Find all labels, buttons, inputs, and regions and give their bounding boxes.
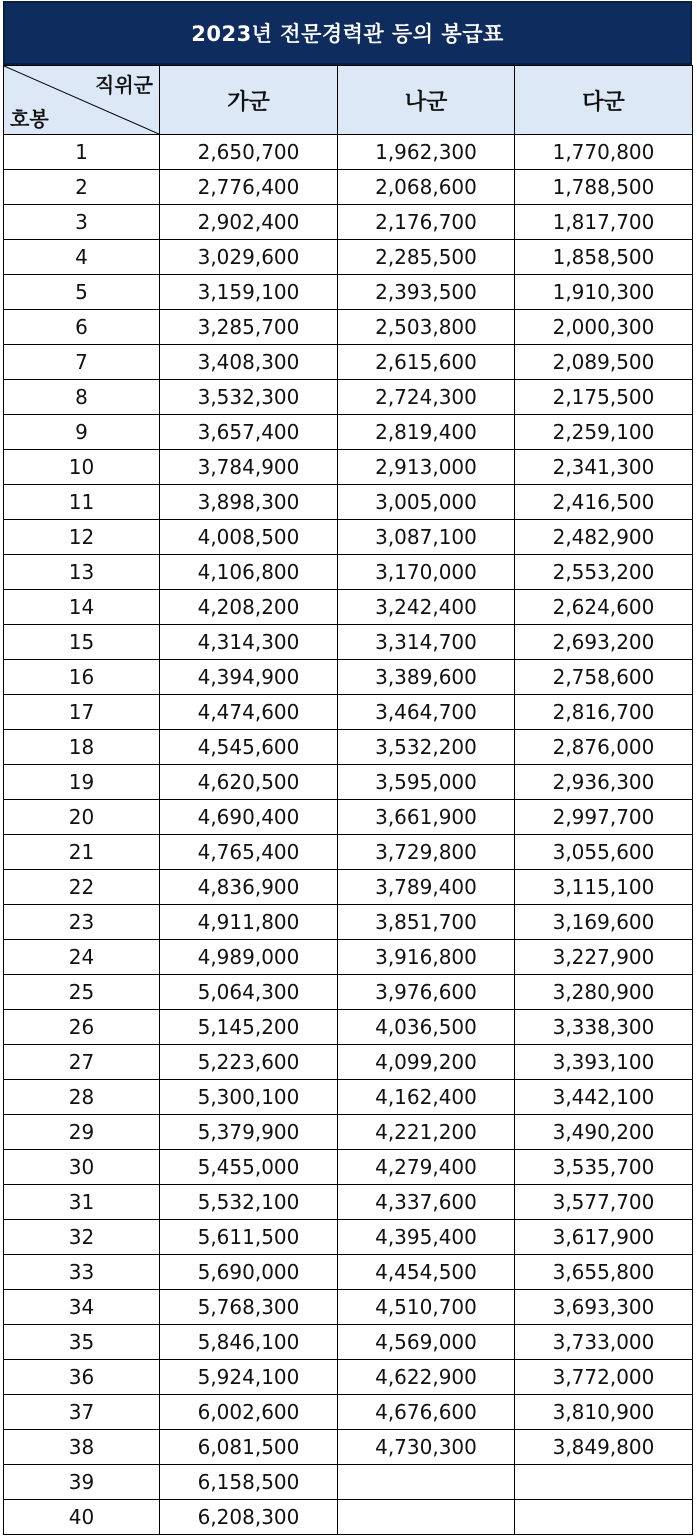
salary-cell: 4,314,300	[160, 625, 338, 660]
salary-cell: 5,064,300	[160, 975, 338, 1010]
step-cell: 8	[4, 380, 160, 415]
salary-cell	[338, 1465, 515, 1500]
table-row	[4, 1220, 693, 1255]
step-cell: 29	[4, 1115, 160, 1150]
salary-cell: 4,836,900	[160, 870, 338, 905]
salary-cell: 1,910,300	[515, 275, 693, 310]
table-row	[4, 1430, 693, 1465]
step-cell: 12	[4, 520, 160, 555]
salary-cell: 2,624,600	[515, 590, 693, 625]
salary-cell: 4,545,600	[160, 730, 338, 765]
salary-cell: 2,997,700	[515, 800, 693, 835]
step-cell: 22	[4, 870, 160, 905]
salary-cell: 2,416,500	[515, 485, 693, 520]
salary-cell: 3,087,100	[338, 520, 515, 555]
salary-cell: 3,617,900	[515, 1220, 693, 1255]
step-cell: 35	[4, 1325, 160, 1360]
salary-cell: 2,650,700	[160, 135, 338, 170]
salary-cell: 4,337,600	[338, 1185, 515, 1220]
salary-cell: 3,393,100	[515, 1045, 693, 1080]
step-cell: 32	[4, 1220, 160, 1255]
table-row	[4, 415, 693, 450]
table-row	[4, 1360, 693, 1395]
salary-cell: 3,657,400	[160, 415, 338, 450]
salary-cell: 3,227,900	[515, 940, 693, 975]
salary-cell: 3,898,300	[160, 485, 338, 520]
salary-cell: 4,208,200	[160, 590, 338, 625]
position-group-label: 직위군	[95, 73, 153, 97]
table-row	[4, 520, 693, 555]
salary-cell	[515, 1465, 693, 1500]
salary-cell: 5,846,100	[160, 1325, 338, 1360]
corner-header-cell	[4, 66, 160, 135]
salary-cell: 4,279,400	[338, 1150, 515, 1185]
step-cell: 37	[4, 1395, 160, 1430]
salary-cell: 5,455,000	[160, 1150, 338, 1185]
table-row	[4, 765, 693, 800]
table-title: 2023년 전문경력관 등의 봉급표	[3, 1, 692, 65]
salary-cell: 3,055,600	[515, 835, 693, 870]
salary-cell: 2,259,100	[515, 415, 693, 450]
salary-cell: 3,789,400	[338, 870, 515, 905]
salary-cell: 4,162,400	[338, 1080, 515, 1115]
salary-cell: 3,532,200	[338, 730, 515, 765]
table-row	[4, 380, 693, 415]
step-cell: 30	[4, 1150, 160, 1185]
table-row	[4, 1325, 693, 1360]
table-row	[4, 975, 693, 1010]
salary-cell: 5,532,100	[160, 1185, 338, 1220]
salary-cell: 2,482,900	[515, 520, 693, 555]
step-cell: 3	[4, 205, 160, 240]
salary-cell: 2,876,000	[515, 730, 693, 765]
table-row	[4, 170, 693, 205]
salary-cell: 6,002,600	[160, 1395, 338, 1430]
salary-cell: 5,223,600	[160, 1045, 338, 1080]
step-cell: 23	[4, 905, 160, 940]
salary-cell: 4,620,500	[160, 765, 338, 800]
salary-cell: 3,464,700	[338, 695, 515, 730]
salary-cell: 2,819,400	[338, 415, 515, 450]
table-row	[4, 1465, 693, 1500]
step-cell: 1	[4, 135, 160, 170]
table-row	[4, 205, 693, 240]
salary-cell: 3,810,900	[515, 1395, 693, 1430]
step-cell: 4	[4, 240, 160, 275]
salary-cell: 2,693,200	[515, 625, 693, 660]
table-row	[4, 1290, 693, 1325]
salary-cell: 5,300,100	[160, 1080, 338, 1115]
salary-cell: 4,690,400	[160, 800, 338, 835]
salary-cell: 6,158,500	[160, 1465, 338, 1500]
step-cell: 16	[4, 660, 160, 695]
salary-cell: 3,655,800	[515, 1255, 693, 1290]
salary-cell: 6,208,300	[160, 1500, 338, 1535]
salary-cell: 3,784,900	[160, 450, 338, 485]
table-row	[4, 835, 693, 870]
table-row	[4, 310, 693, 345]
table-row	[4, 1010, 693, 1045]
table-row	[4, 135, 693, 170]
table-row	[4, 345, 693, 380]
step-cell: 27	[4, 1045, 160, 1080]
step-cell: 14	[4, 590, 160, 625]
salary-cell: 2,285,500	[338, 240, 515, 275]
salary-cell: 4,676,600	[338, 1395, 515, 1430]
salary-cell: 4,765,400	[160, 835, 338, 870]
table-row	[4, 730, 693, 765]
step-cell: 19	[4, 765, 160, 800]
salary-cell	[338, 1500, 515, 1535]
table-row	[4, 695, 693, 730]
table-row	[4, 625, 693, 660]
salary-cell: 4,622,900	[338, 1360, 515, 1395]
table-row	[4, 940, 693, 975]
column-header-na: 나군	[338, 66, 515, 135]
salary-cell: 3,577,700	[515, 1185, 693, 1220]
salary-cell: 4,036,500	[338, 1010, 515, 1045]
salary-table-sheet	[3, 1, 692, 1535]
salary-cell: 5,379,900	[160, 1115, 338, 1150]
step-cell: 24	[4, 940, 160, 975]
salary-cell: 5,768,300	[160, 1290, 338, 1325]
salary-cell: 3,442,100	[515, 1080, 693, 1115]
table-row	[4, 1115, 693, 1150]
step-label: 호봉	[10, 107, 49, 131]
step-cell: 10	[4, 450, 160, 485]
step-cell: 33	[4, 1255, 160, 1290]
step-cell: 5	[4, 275, 160, 310]
salary-cell: 3,661,900	[338, 800, 515, 835]
step-cell: 9	[4, 415, 160, 450]
salary-cell: 4,395,400	[338, 1220, 515, 1255]
salary-cell: 3,005,000	[338, 485, 515, 520]
table-row	[4, 485, 693, 520]
salary-cell: 3,408,300	[160, 345, 338, 380]
step-cell: 2	[4, 170, 160, 205]
salary-cell: 1,858,500	[515, 240, 693, 275]
step-cell: 28	[4, 1080, 160, 1115]
table-row	[4, 590, 693, 625]
salary-cell: 4,569,000	[338, 1325, 515, 1360]
table-row	[4, 800, 693, 835]
salary-cell: 3,115,100	[515, 870, 693, 905]
table-row	[4, 660, 693, 695]
table-row	[4, 1185, 693, 1220]
salary-cell: 3,029,600	[160, 240, 338, 275]
salary-cell: 4,989,000	[160, 940, 338, 975]
table-row	[4, 1045, 693, 1080]
salary-cell: 5,690,000	[160, 1255, 338, 1290]
table-row	[4, 240, 693, 275]
table-row	[4, 1395, 693, 1430]
salary-cell: 3,285,700	[160, 310, 338, 345]
step-cell: 18	[4, 730, 160, 765]
column-header-da: 다군	[515, 66, 693, 135]
salary-cell: 6,081,500	[160, 1430, 338, 1465]
step-cell: 31	[4, 1185, 160, 1220]
salary-cell: 2,175,500	[515, 380, 693, 415]
step-cell: 13	[4, 555, 160, 590]
salary-table	[3, 65, 693, 1535]
step-cell: 40	[4, 1500, 160, 1535]
salary-cell: 3,851,700	[338, 905, 515, 940]
salary-cell: 4,106,800	[160, 555, 338, 590]
step-cell: 34	[4, 1290, 160, 1325]
step-cell: 11	[4, 485, 160, 520]
table-body	[4, 135, 693, 1535]
step-cell: 39	[4, 1465, 160, 1500]
salary-cell: 1,770,800	[515, 135, 693, 170]
salary-cell: 4,454,500	[338, 1255, 515, 1290]
salary-cell: 2,776,400	[160, 170, 338, 205]
salary-cell: 4,099,200	[338, 1045, 515, 1080]
step-cell: 15	[4, 625, 160, 660]
table-row	[4, 555, 693, 590]
step-cell: 38	[4, 1430, 160, 1465]
salary-cell: 5,611,500	[160, 1220, 338, 1255]
step-cell: 36	[4, 1360, 160, 1395]
salary-cell: 3,772,000	[515, 1360, 693, 1395]
salary-cell: 5,145,200	[160, 1010, 338, 1045]
salary-cell: 3,729,800	[338, 835, 515, 870]
salary-cell: 3,338,300	[515, 1010, 693, 1045]
step-cell: 6	[4, 310, 160, 345]
step-cell: 26	[4, 1010, 160, 1045]
table-row	[4, 870, 693, 905]
salary-cell: 5,924,100	[160, 1360, 338, 1395]
salary-cell: 2,553,200	[515, 555, 693, 590]
salary-cell: 3,280,900	[515, 975, 693, 1010]
salary-cell: 1,788,500	[515, 170, 693, 205]
salary-cell: 2,068,600	[338, 170, 515, 205]
step-cell: 7	[4, 345, 160, 380]
salary-cell: 1,817,700	[515, 205, 693, 240]
table-row	[4, 905, 693, 940]
table-row	[4, 1080, 693, 1115]
salary-cell: 3,532,300	[160, 380, 338, 415]
salary-cell: 2,393,500	[338, 275, 515, 310]
salary-cell: 4,394,900	[160, 660, 338, 695]
step-cell: 20	[4, 800, 160, 835]
salary-cell: 2,936,300	[515, 765, 693, 800]
salary-cell: 3,916,800	[338, 940, 515, 975]
salary-cell: 2,913,000	[338, 450, 515, 485]
salary-cell: 4,730,300	[338, 1430, 515, 1465]
salary-cell: 3,490,200	[515, 1115, 693, 1150]
salary-cell: 2,000,300	[515, 310, 693, 345]
salary-cell: 2,176,700	[338, 205, 515, 240]
salary-cell: 3,170,000	[338, 555, 515, 590]
salary-cell: 3,976,600	[338, 975, 515, 1010]
salary-cell: 3,314,700	[338, 625, 515, 660]
salary-cell: 3,159,100	[160, 275, 338, 310]
salary-cell: 2,758,600	[515, 660, 693, 695]
salary-cell: 3,733,000	[515, 1325, 693, 1360]
table-row	[4, 1150, 693, 1185]
salary-cell: 3,535,700	[515, 1150, 693, 1185]
table-row	[4, 1255, 693, 1290]
step-cell: 17	[4, 695, 160, 730]
salary-cell	[515, 1500, 693, 1535]
step-cell: 21	[4, 835, 160, 870]
salary-cell: 3,389,600	[338, 660, 515, 695]
salary-cell: 2,615,600	[338, 345, 515, 380]
salary-cell: 3,693,300	[515, 1290, 693, 1325]
salary-cell: 2,902,400	[160, 205, 338, 240]
salary-cell: 1,962,300	[338, 135, 515, 170]
salary-cell: 4,510,700	[338, 1290, 515, 1325]
salary-cell: 3,242,400	[338, 590, 515, 625]
salary-cell: 4,911,800	[160, 905, 338, 940]
salary-cell: 4,474,600	[160, 695, 338, 730]
table-row	[4, 1500, 693, 1535]
salary-cell: 4,221,200	[338, 1115, 515, 1150]
salary-cell: 2,816,700	[515, 695, 693, 730]
salary-cell: 3,169,600	[515, 905, 693, 940]
salary-cell: 4,008,500	[160, 520, 338, 555]
salary-cell: 2,341,300	[515, 450, 693, 485]
column-header-ga: 가군	[160, 66, 338, 135]
salary-cell: 3,595,000	[338, 765, 515, 800]
header-row	[4, 66, 693, 135]
table-row	[4, 450, 693, 485]
salary-cell: 2,503,800	[338, 310, 515, 345]
salary-cell: 2,724,300	[338, 380, 515, 415]
salary-cell: 3,849,800	[515, 1430, 693, 1465]
table-row	[4, 275, 693, 310]
step-cell: 25	[4, 975, 160, 1010]
salary-cell: 2,089,500	[515, 345, 693, 380]
